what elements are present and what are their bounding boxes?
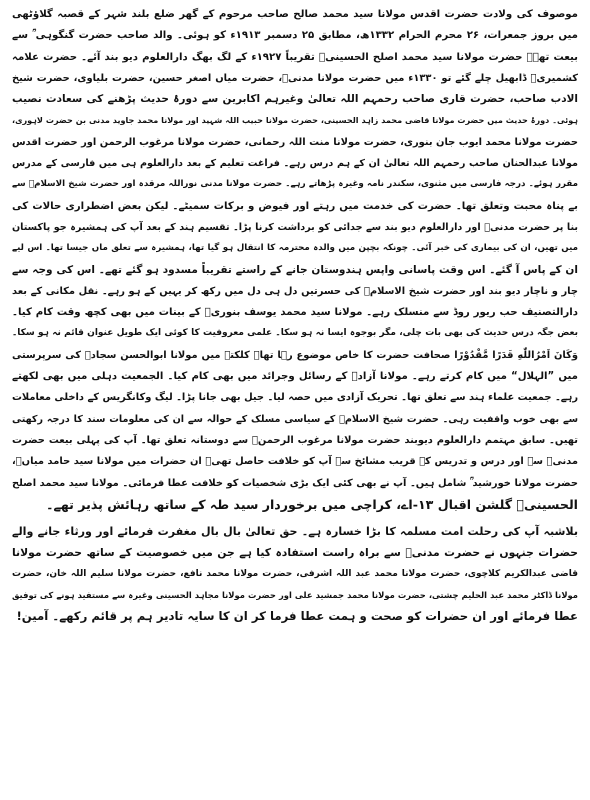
text-line: الادب صاحب، حضرت قاری صاحب رحمہم اللہ تعالیٰ وغیرہم اکابرین سے دورۂ حدیث پڑھنے کی سعادت نصیب <box>12 93 578 106</box>
text-line: حضرت مولانا خورشید ؒ شامل ہیں۔ آپ نے بھی کئی ایک بڑی شخصیات کو خلافت عطا فرمائی۔ مولانا سید محمد اصلح <box>12 477 578 489</box>
text-line: موصوف کی ولادت حضرت اقدس مولانا سید محمد صالح صاحب مرحوم کے گھر ضلع بلند شہر کے قصبہ گلاؤٹھی <box>12 9 578 20</box>
text-line: مقرر ہوئے۔ درجہ فارسی میں مثنوی، سکندر نامہ وغیرہ پڑھاتے رہے۔ حضرت مولانا مدنی نوراللہ مرقدہ اور حضرت شیخ الاسلامؒ سے <box>12 179 578 190</box>
text-line: بیعت تھے۔ حضرت مولانا سید محمد اصلح الحسینیؒ تقریباً ۱۹۲۷ء کے لگ بھگ دارالعلوم دیو بند آئے۔ حضرت علامہ <box>12 51 578 63</box>
text-line: بنا پر حضرت مدنیؒ اور دارالعلوم دیو بند سے جدائی کو برداشت کرنا پڑا۔ تقسیم ہند کے بعد آپ کی ہمشیرہ جو پاکستان <box>12 221 578 233</box>
text-line: عطا فرمائے اور ان حضرات کو صحت و ہمت عطا فرما کر ان کا سایہ تادیر ہم پر قائم رکھے۔ آمین! <box>16 609 578 624</box>
text-line: رہے۔ جمعیت علماء ہند سے تعلق تھا۔ تحریک آزادی میں حصہ لیا۔ جیل بھی جانا پڑا۔ لیگ وکانگریس کے داخلی معاملات <box>12 392 578 404</box>
text-line: بعض جگہ درس حدیث کی بھی بات چلی، مگر بوجوہ ایسا نہ ہو سکا۔ علمی معروفیت کا کوئی ایک طویل عنوان قائم نہ ہو سکا۔ <box>12 328 578 339</box>
text-line: مدنیؒ سے اور درس و تدریس کے قریب مشائخ سے آپ کو خلافت حاصل تھی۔ ان حضرات میں مولانا سید حامد میاںؒ، <box>12 456 578 468</box>
text-line: دارالتصنیف حب ریور روڈ سے منسلک رہے۔ مولانا سید محمد یوسف بنوریؒ کے بینات میں بھی کچھ وقت کام کیا۔ <box>12 307 578 319</box>
text-line: ان کے پاس آ گئے۔ اس وقت پاسانی واپس ہندوستان جانے کے راستے تقریباً مسدود ہو گئے تھے۔ اس کی وجہ سے <box>12 263 578 276</box>
text-line: چار و ناچار دیو بند اور حضرت شیخ الاسلامؒ کی حسرتیں دل ہی دل میں رکھ کر یہیں کے ہو رہے۔ نقل مکانی کے بعد <box>12 285 578 297</box>
text-line: مولانا ڈاکٹر محمد عبد الحلیم چشتی، حضرت مولانا محمد جمشید علی اور حضرت مولانا مجاہد الحسینی وغیرہ سے مستفید ہونے کی توفیق <box>12 590 578 601</box>
paragraph-biography <box>12 4 578 515</box>
text-line: قاضی عبدالکریم کلاچوی، حضرت مولانا محمد عبد اللہ اشرفی، حضرت مولانا محمد نافع، حضرت مولانا سلیم اللہ خان، حضرت <box>12 568 578 579</box>
text-line: میں بروز جمعرات، ۲۶ محرم الحرام ۱۳۳۲ھ، مطابق ۲۵ دسمبر ۱۹۱۳ء کو ہوئی۔ والد صاحب حضرت گنگوہی ؒ سے <box>12 30 578 42</box>
text-line: سے بھی خوب واقفیت رہی۔ حضرت شیخ الاسلامؒ کے سیاسی مسلک کے حوالہ سے ان کی معلومات سند کا درجہ رکھتی <box>12 413 578 425</box>
paragraph-condolence <box>12 521 578 627</box>
text-line: ہوئی۔ دورۂ حدیث میں حضرت مولانا قاضی محمد زاہد الحسینی، حضرت مولانا حبیب اللہ شہید اور مولانا محمد جاوید مدنی بن حضرت لاہوری، <box>12 115 578 126</box>
text-line: مولانا عبدالحنان صاحب رحمہم اللہ تعالیٰ ان کے ہم درس رہے۔ فراغت تعلیم کے بعد دارالعلوم ہی میں فارسی کے مدرس <box>12 158 578 170</box>
text-line: وَكَانَ اَمْرُاللّٰهِ قَدَرًا مَّقْدُوْرًا صحافت حضرت کا خاص موضوع رہا تھا۔ کلکتہ میں مولانا ابوالحسن سجادؒ کی سرپرستی <box>12 349 578 361</box>
text-line: الحسینیؒ گلشن اقبال ۱۳-اے، کراچی میں برخوردار سید طہ کے ساتھ رہائش پذیر تھے۔ <box>46 496 578 512</box>
text-line: میں تھیں، ان کی بیماری کی خبر آئی۔ چونکہ بچپن میں والدہ محترمہ کا انتقال ہو گیا تھا، ہمشیرہ سے تعلق ماں جیسا تھا۔ اس لیے <box>12 243 578 254</box>
text-line: میں ”الہلال“ میں کام کرتے رہے۔ مولانا آزادؒ کے رسائل وجرائد میں بھی کام کیا۔ الجمعیت دہلی میں بھی لکھتے <box>12 371 578 383</box>
text-line: بے پناہ محبت وتعلق تھا۔ حضرت کی خدمت میں رہتے اور فیوض و برکات سمیٹے۔ لیکن بعض اضطراری حالات کی <box>12 200 578 212</box>
text-line: حضرت مولانا محمد ایوب جان بنوری، حضرت مولانا منت اللہ رحمانی، حضرت مولانا مرغوب الرحمن اور حضرت اقدس <box>12 136 578 148</box>
text-line: حضرات جنہوں نے حضرت مدنیؒ سے براہ راست استفادہ کیا ہے جن میں خصوصیت کے ساتھ حضرت مولانا <box>12 546 578 560</box>
text-line: تھیں۔ سابق مہتمم دارالعلوم دیوبند حضرت مولانا مرغوب الرحمنؒ سے دوستانہ تعلق تھا۔ آپ کی پہلی بیعت حضرت <box>12 434 578 446</box>
text-line: بلاشبہ آپ کی رحلت امت مسلمہ کا بڑا خسارہ ہے۔ حق تعالیٰ بال بال مغفرت فرمائے اور ورثاء جانے والے <box>12 525 578 539</box>
text-line: کشمیریؒ ڈابھیل چلے گئے تو ۱۳۳۰ء میں حضرت مولانا مدنیؒ، حضرت میاں اصغر حسین، حضرت بلیاوی، حضرت شیخ <box>12 72 578 84</box>
